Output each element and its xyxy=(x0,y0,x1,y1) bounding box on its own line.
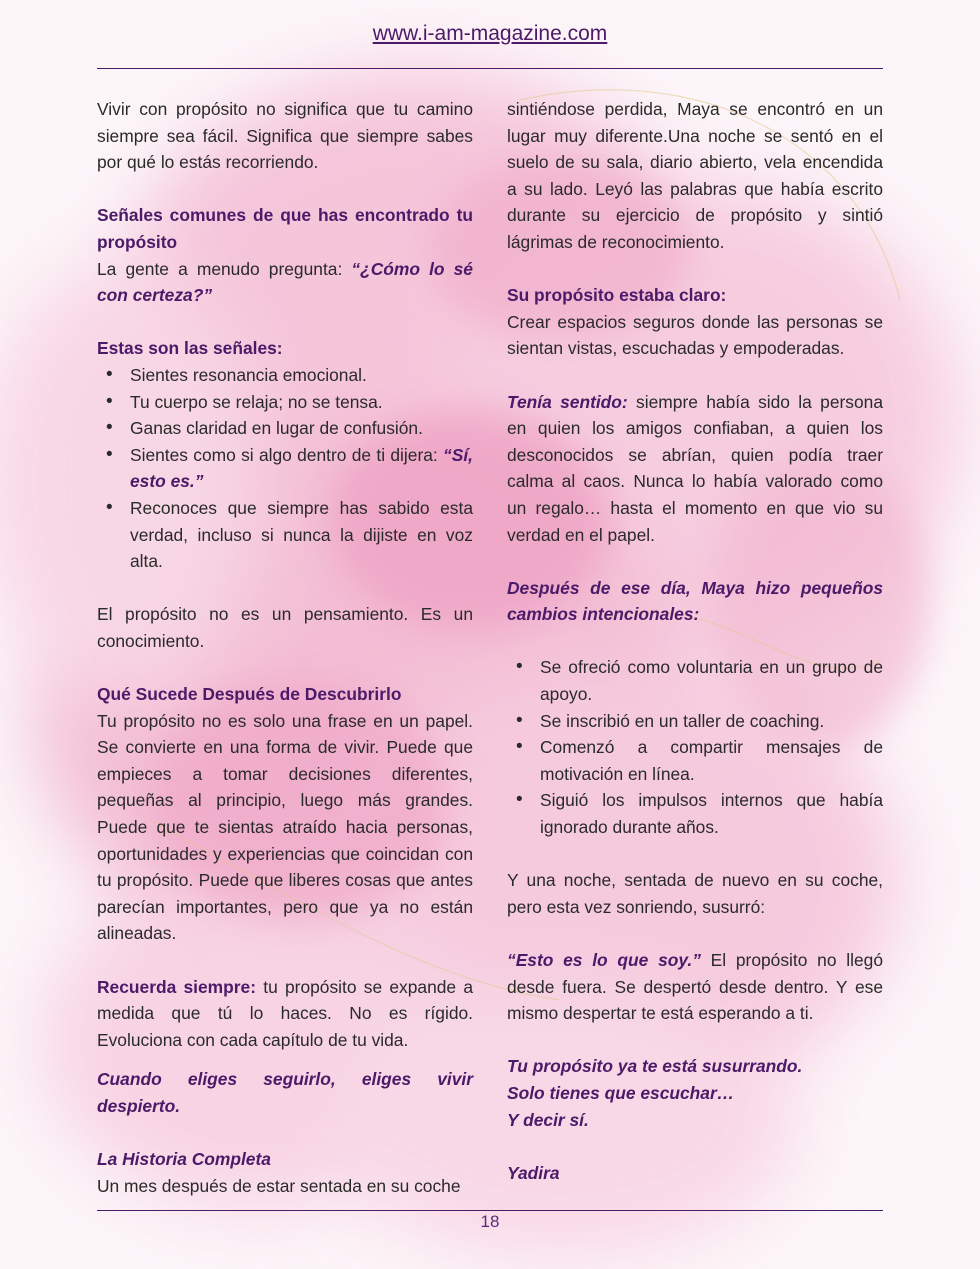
list-item: • Ganas claridad en lugar de confusión. xyxy=(97,415,473,442)
list-item: • Tu cuerpo se relaja; no se tensa. xyxy=(97,389,473,416)
choose-line: Cuando eliges seguirlo, eliges vivir despierto. xyxy=(97,1069,473,1116)
closing-line: Solo tienes que escuchar… xyxy=(507,1082,735,1103)
sign-quote: “Sí, esto es.” xyxy=(130,444,473,492)
signature: Yadira xyxy=(507,1162,560,1183)
clear-paragraph: Crear espacios seguros donde las personas se sientan vistas, escuchadas y empoderadas. xyxy=(507,311,883,359)
list-item: • Siguió los impulsos internos que había ignorado durante años. xyxy=(507,787,883,840)
header-divider xyxy=(97,68,883,69)
changes-heading: Después de ese día, Maya hizo pequeños cambios intencionales: xyxy=(507,577,883,625)
remember-label: Recuerda siempre: xyxy=(97,976,256,997)
remember-paragraph xyxy=(97,974,473,1054)
remember-text: tu propósito se expande a medida que tú lo haces. No es rígido. Evoluciona con cada capítulo de tu vida. xyxy=(97,976,473,1050)
list-item: • Reconoces que siempre has sabido esta verdad, incluso si nunca la dijiste en voz alta. xyxy=(97,495,473,575)
intro-paragraph: Vivir con propósito no significa que tu camino siempre sea fácil. Significa que siempre sabes por qué lo estás recorriendo. xyxy=(97,99,473,173)
story-start: Un mes después de estar sentada en su coche xyxy=(97,1175,461,1196)
closing-line: Y decir sí. xyxy=(507,1109,589,1130)
list-item xyxy=(97,442,473,495)
after-paragraph: Tu propósito no es solo una frase en un papel. Se convierte en una forma de vivir. Puede que empieces a tomar decisiones diferentes, pequeñas al principio, luego más grandes. Puede que te sientas atraído hacia personas, oportunidades y experiencias que coincidan con tu propósito. Puede que liberes cosas que antes parecían importantes, pero que ya no están alineadas. xyxy=(97,710,473,944)
list-item: • Sientes resonancia emocional. xyxy=(97,362,473,389)
list-item: • Se ofreció como voluntaria en un grupo de apoyo. xyxy=(507,654,883,707)
this-text: El propósito no llegó desde fuera. Se despertó desde dentro. Y ese mismo despertar te está esperando a ti. xyxy=(507,950,883,1024)
story-heading: La Historia Completa xyxy=(97,1149,271,1170)
night-paragraph: Y una noche, sentada de nuevo en su coche, pero esta vez sonriendo, susurró: xyxy=(507,870,883,917)
question-prefix: La gente a menudo pregunta: xyxy=(97,258,352,279)
this-paragraph xyxy=(507,947,883,1027)
meaning-paragraph xyxy=(507,389,883,549)
signs-heading: Señales comunes de que has encontrado tu propósito xyxy=(97,205,473,252)
question-paragraph xyxy=(97,256,473,309)
list-item: • Se inscribió en un taller de coaching. xyxy=(507,708,883,735)
signs-list xyxy=(97,362,473,575)
changes-list xyxy=(507,654,883,840)
meaning-text: siempre había sido la persona en quien los amigos confiaban, a quien los desconocidos se abrían, quien podía traer calma al caos. Nunca lo había valorado como un regalo… hasta el momento en que vio su verdad en el papel. xyxy=(507,391,883,545)
footer-divider xyxy=(97,1210,883,1211)
closing-line: Tu propósito ya te está susurrando. xyxy=(507,1056,803,1077)
left-column xyxy=(97,96,473,1199)
this-quote: “Esto es lo que soy.” xyxy=(507,950,701,970)
list-item: • Comenzó a compartir mensajes de motivación en línea. xyxy=(507,734,883,787)
signs-list-heading: Estas son las señales: xyxy=(97,338,283,359)
right-column xyxy=(507,96,883,1186)
after-heading: Qué Sucede Después de Descubrirlo xyxy=(97,684,402,705)
meaning-label: Tenía sentido: xyxy=(507,391,628,412)
not-thought-paragraph: El propósito no es un pensamiento. Es un conocimiento. xyxy=(97,604,473,651)
clear-heading: Su propósito estaba claro: xyxy=(507,285,727,306)
sign-prefix: Sientes como si algo dentro de ti dijera: xyxy=(130,444,444,465)
question-quote: “¿Cómo lo sé con certeza?” xyxy=(97,258,473,306)
site-url-link[interactable]: www.i-am-magazine.com xyxy=(372,22,608,45)
page-number: 18 xyxy=(480,1212,500,1231)
story-continuation: sintiéndose perdida, Maya se encontró en un lugar muy diferente.Una noche se sentó en el suelo de su sala, diario abierto, vela encendida a su lado. Leyó las palabras que había escrito durante su ejercicio de propósito y sintió lágrimas de reconocimiento. xyxy=(507,99,883,252)
